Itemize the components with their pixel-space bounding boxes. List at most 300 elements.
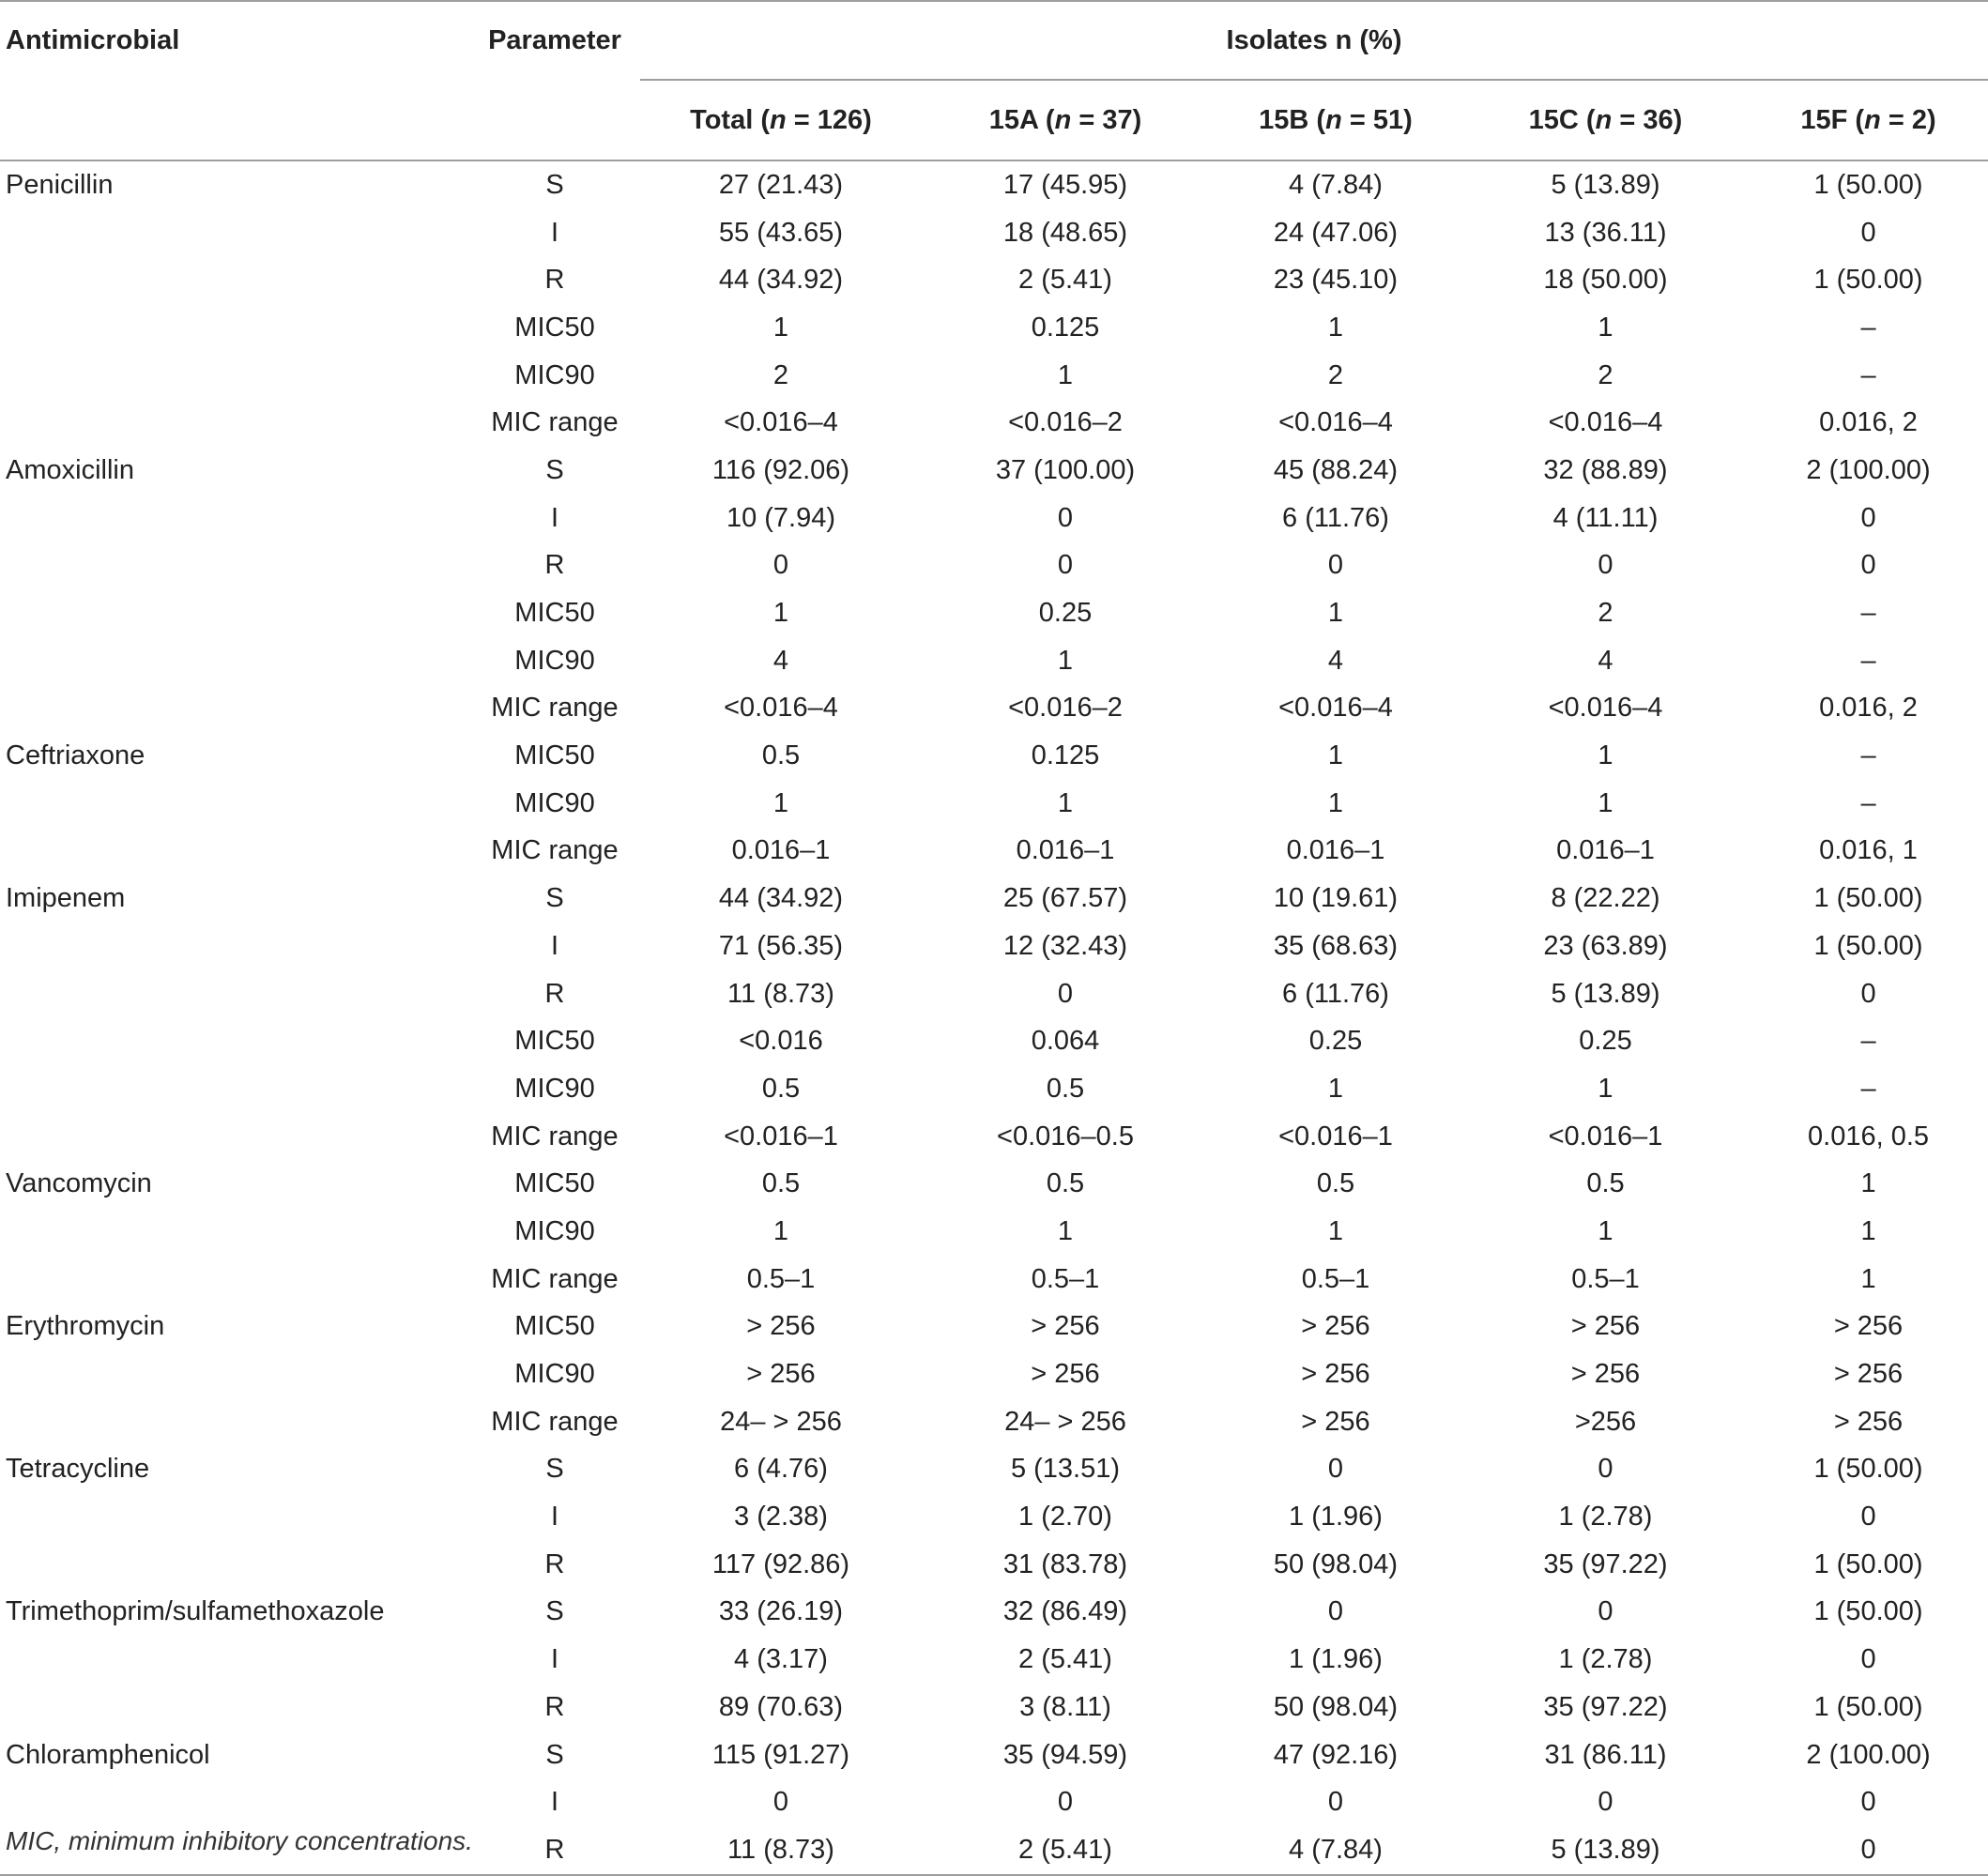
value-cell: 117 (92.86) (711, 1548, 850, 1579)
value-cell: 1 (2.78) (1558, 1644, 1653, 1675)
antimicrobial-blank (0, 399, 469, 447)
header-col-15c: 15C (n = 36) (1462, 80, 1749, 160)
parameter-cell: MIC90 (514, 645, 595, 676)
parameter-cell: S (545, 883, 564, 914)
value-cell: 6 (11.76) (1282, 502, 1389, 533)
value-cell: 2 (100.00) (1806, 1739, 1931, 1770)
header-blank-1 (0, 80, 469, 160)
value-cell: 23 (63.89) (1543, 930, 1668, 961)
value-cell: 0.016–1 (1016, 835, 1115, 866)
parameter-cell: S (545, 169, 564, 200)
value-cell: 47 (92.16) (1273, 1739, 1399, 1770)
header-col-15a: 15A (n = 37) (922, 80, 1209, 160)
value-cell: <0.016–1 (1278, 1121, 1393, 1152)
parameter-cell: I (550, 1787, 559, 1818)
value-cell: 0.5–1 (746, 1263, 816, 1294)
parameter-cell: R (544, 1691, 565, 1722)
value-cell: > 256 (1833, 1359, 1904, 1390)
value-cell: 2 (5.41) (1018, 1644, 1112, 1675)
value-cell: 0.016, 2 (1819, 407, 1918, 438)
value-cell: 0 (1860, 978, 1876, 1009)
parameter-cell: S (545, 1454, 564, 1485)
value-cell: 0 (772, 550, 789, 581)
value-cell: 1 (1327, 1073, 1344, 1104)
value-cell: – (1860, 359, 1876, 390)
antimicrobial-blank (0, 304, 469, 352)
antimicrobial-blank (0, 209, 469, 257)
value-cell: 0 (1598, 1454, 1613, 1485)
antimicrobial-blank (0, 970, 469, 1018)
table-row (0, 732, 1988, 780)
value-cell: 0 (1598, 1596, 1613, 1627)
table-row (0, 1304, 1988, 1351)
value-cell: 5 (13.51) (1010, 1454, 1121, 1485)
value-cell: 1 (50.00) (1813, 1596, 1923, 1627)
value-cell: 0 (1327, 1596, 1344, 1627)
value-cell: 0 (1057, 502, 1074, 533)
antimicrobial-name: Trimethoprim/sulfamethoxazole (6, 1596, 385, 1627)
table-row (0, 1636, 1988, 1684)
value-cell: 4 (7.84) (1289, 169, 1383, 200)
value-cell: 1 (1598, 740, 1613, 771)
value-cell: 1 (1598, 1073, 1613, 1104)
value-cell: <0.016 (739, 1026, 823, 1057)
value-cell: 10 (7.94) (726, 502, 836, 533)
antimicrobial-blank (0, 352, 469, 400)
table-row (0, 685, 1988, 733)
value-cell: 4 (11.11) (1552, 502, 1659, 533)
value-cell: 50 (98.04) (1273, 1548, 1399, 1579)
header-col-n: 2 (1911, 104, 1927, 135)
value-cell: 116 (92.06) (711, 454, 850, 485)
value-cell: – (1860, 598, 1876, 629)
value-cell: <0.016–0.5 (997, 1121, 1134, 1152)
value-cell: 5 (13.89) (1551, 978, 1660, 1009)
value-cell: 1 (1598, 1215, 1613, 1246)
value-cell: 1 (2.70) (1018, 1502, 1112, 1533)
antimicrobial-name: Imipenem (6, 883, 126, 914)
value-cell: 0.064 (1031, 1026, 1100, 1057)
parameter-cell: R (544, 550, 565, 581)
value-cell: 18 (50.00) (1543, 265, 1668, 296)
value-cell: 0.125 (1031, 312, 1100, 343)
table-row (0, 875, 1988, 923)
value-cell: 1 (1598, 787, 1613, 818)
value-cell: 1 (1057, 787, 1074, 818)
value-cell: 11 (8.73) (640, 1826, 922, 1875)
value-cell: 0.5 (1586, 1168, 1625, 1199)
value-cell: 0 (1860, 550, 1876, 581)
antimicrobial-blank (0, 923, 469, 970)
value-cell: 0.5 (761, 1168, 801, 1199)
value-cell: 2 (5.41) (1018, 265, 1112, 296)
value-cell: <0.016–4 (724, 407, 838, 438)
table-row (0, 1113, 1988, 1161)
value-cell: 1 (1327, 1215, 1344, 1246)
value-cell: 0.016–1 (1556, 835, 1655, 866)
value-cell: 24 (47.06) (1273, 217, 1399, 248)
antimicrobial-blank (0, 1065, 469, 1113)
value-cell: 2 (5.41) (922, 1826, 1209, 1875)
table-header (0, 1, 1988, 160)
value-cell: 0.016, 1 (1819, 835, 1918, 866)
value-cell: 1 (1057, 359, 1074, 390)
header-col-n: 37 (1102, 104, 1133, 135)
table-row (0, 1350, 1988, 1398)
table-row (0, 637, 1988, 685)
parameter-cell: R (544, 978, 565, 1009)
value-cell: 1 (1057, 645, 1074, 676)
value-cell: 0 (1057, 1787, 1074, 1818)
value-cell: <0.016–4 (724, 693, 838, 724)
table-row (0, 1256, 1988, 1304)
value-cell: 1 (1860, 1215, 1876, 1246)
antimicrobial-blank (0, 1541, 469, 1589)
value-cell: 0.016–1 (1286, 835, 1385, 866)
value-cell: <0.016–1 (724, 1121, 838, 1152)
value-cell: 24– > 256 (720, 1406, 842, 1437)
value-cell: 89 (70.63) (718, 1691, 844, 1722)
antimicrobial-blank (0, 637, 469, 685)
value-cell: 0 (1598, 550, 1613, 581)
table-row (0, 1017, 1988, 1065)
header-col-total: Total (n = 126) (640, 80, 922, 160)
value-cell: 35 (97.22) (1543, 1691, 1668, 1722)
header-antimicrobial: Antimicrobial (0, 1, 469, 80)
value-cell: 1 (1327, 740, 1344, 771)
parameter-cell: MIC50 (514, 1026, 595, 1057)
value-cell: 6 (11.76) (1282, 978, 1389, 1009)
value-cell: 2 (100.00) (1806, 454, 1931, 485)
value-cell: 0.25 (1579, 1026, 1632, 1057)
value-cell: 50 (98.04) (1273, 1691, 1399, 1722)
value-cell: 17 (45.95) (1002, 169, 1128, 200)
value-cell: 4 (772, 645, 789, 676)
parameter-cell: S (545, 1596, 564, 1627)
parameter-cell: I (550, 1502, 559, 1533)
value-cell: 115 (91.27) (711, 1739, 850, 1770)
value-cell: 0.5–1 (1031, 1263, 1100, 1294)
value-cell: 3 (2.38) (734, 1502, 828, 1533)
value-cell: 0.5 (761, 1073, 801, 1104)
value-cell: 44 (34.92) (718, 265, 844, 296)
parameter-cell: R (544, 265, 565, 296)
value-cell: >256 (1574, 1406, 1637, 1437)
header-col-n: 36 (1643, 104, 1674, 135)
value-cell: 0.25 (1308, 1026, 1363, 1057)
header-blank-2 (469, 80, 640, 160)
value-cell: 1 (50.00) (1813, 1454, 1923, 1485)
value-cell: 0.5 (1046, 1168, 1085, 1199)
table-footnote: MIC, minimum inhibitory concentrations. (6, 1826, 473, 1855)
value-cell: 37 (100.00) (995, 454, 1136, 485)
value-cell: > 256 (1570, 1359, 1641, 1390)
table-row (0, 1541, 1988, 1589)
value-cell: 1 (50.00) (1813, 265, 1923, 296)
value-cell: 44 (34.92) (718, 883, 844, 914)
value-cell: 1 (1057, 1215, 1074, 1246)
value-cell: 1 (1327, 598, 1344, 629)
value-cell: 4 (7.84) (1209, 1826, 1462, 1875)
value-cell: 0 (1057, 550, 1074, 581)
header-col-n: 51 (1372, 104, 1404, 135)
table-row (0, 1398, 1988, 1446)
table-body (0, 160, 1988, 1875)
value-cell: 1 (1860, 1263, 1876, 1294)
parameter-cell: MIC50 (514, 598, 595, 629)
value-cell: > 256 (1031, 1311, 1100, 1342)
value-cell: <0.016–2 (1008, 407, 1123, 438)
header-col-label: 15C (1528, 104, 1579, 135)
antimicrobial-blank (0, 256, 469, 304)
value-cell: > 256 (1301, 1311, 1370, 1342)
table-row (0, 1208, 1988, 1256)
table-row (0, 256, 1988, 304)
parameter-cell: I (550, 930, 559, 961)
value-cell: 1 (1327, 787, 1344, 818)
value-cell: 0 (1860, 1644, 1876, 1675)
antimicrobial-blank (0, 1636, 469, 1684)
value-cell: 71 (56.35) (718, 930, 844, 961)
antimicrobial-blank (0, 495, 469, 542)
parameter-cell: MIC50 (514, 740, 595, 771)
value-cell: – (1860, 1073, 1876, 1104)
parameter-cell: R (544, 1548, 565, 1579)
value-cell: 0.5–1 (1301, 1263, 1370, 1294)
table-row (0, 399, 1988, 447)
header-col-n: 126 (817, 104, 864, 135)
table-row (0, 780, 1988, 828)
value-cell: 12 (32.43) (1002, 930, 1128, 961)
value-cell: 4 (1327, 645, 1344, 676)
value-cell: 1 (50.00) (1813, 883, 1923, 914)
value-cell: 1 (50.00) (1813, 169, 1923, 200)
value-cell: > 256 (746, 1359, 816, 1390)
value-cell: 0 (1749, 1826, 1988, 1875)
table-row (0, 1065, 1988, 1113)
value-cell: 4 (3.17) (734, 1644, 828, 1675)
parameter-cell: MIC range (491, 835, 619, 866)
value-cell: 1 (1860, 1168, 1876, 1199)
parameter-cell: MIC90 (514, 1073, 595, 1104)
value-cell: 33 (26.19) (718, 1596, 844, 1627)
parameter-cell: MIC range (491, 407, 619, 438)
value-cell: 8 (22.22) (1551, 883, 1660, 914)
value-cell: <0.016–1 (1548, 1121, 1663, 1152)
antimicrobial-blank (0, 1398, 469, 1446)
value-cell: 31 (83.78) (1002, 1548, 1128, 1579)
header-col-label: 15B (1259, 104, 1309, 135)
parameter-cell: MIC90 (514, 787, 595, 818)
value-cell: 1 (772, 312, 789, 343)
antimicrobial-name: Tetracycline (6, 1454, 150, 1485)
header-parameter: Parameter (469, 1, 640, 80)
value-cell: 5 (13.89) (1462, 1826, 1749, 1875)
value-cell: 4 (1598, 645, 1613, 676)
value-cell: 1 (50.00) (1813, 1548, 1923, 1579)
parameter-cell: I (550, 1644, 559, 1675)
antimicrobial-blank (0, 1256, 469, 1304)
table-row (0, 352, 1988, 400)
value-cell: 1 (1.96) (1289, 1502, 1383, 1533)
antimicrobial-blank (0, 542, 469, 590)
value-cell: – (1860, 1026, 1876, 1057)
value-cell: 0.125 (1031, 740, 1100, 771)
value-cell: 55 (43.65) (718, 217, 844, 248)
table-row (0, 495, 1988, 542)
table-row (0, 447, 1988, 495)
table-row (0, 542, 1988, 590)
antimicrobial-name: Amoxicillin (6, 454, 134, 485)
parameter-cell: MIC50 (514, 1168, 595, 1199)
value-cell: 0 (1327, 1454, 1344, 1485)
value-cell: – (1860, 740, 1876, 771)
table-row (0, 1160, 1988, 1208)
value-cell: 25 (67.57) (1002, 883, 1128, 914)
table-row (0, 923, 1988, 970)
header-isolates-group: Isolates n (%) (640, 1, 1988, 80)
antimicrobial-blank (0, 1493, 469, 1541)
table-row (0, 160, 1988, 209)
table-row (0, 1684, 1988, 1731)
value-cell: 0.5 (761, 740, 801, 771)
value-cell: 0 (1057, 978, 1074, 1009)
parameter-cell: MIC range (491, 1121, 619, 1152)
table-row (0, 209, 1988, 257)
antimicrobial-blank (0, 685, 469, 733)
value-cell: 31 (86.11) (1544, 1739, 1667, 1770)
parameter-cell: S (545, 454, 564, 485)
value-cell: 11 (8.73) (727, 978, 834, 1009)
value-cell: 1 (772, 598, 789, 629)
value-cell: – (1860, 787, 1876, 818)
value-cell: 1 (1.96) (1289, 1644, 1383, 1675)
value-cell: > 256 (1570, 1311, 1641, 1342)
value-cell: 2 (772, 359, 789, 390)
antimicrobial-name: Vancomycin (6, 1168, 152, 1199)
parameter-cell: MIC range (491, 1263, 619, 1294)
value-cell: 24– > 256 (1004, 1406, 1126, 1437)
value-cell: 0.5 (1316, 1168, 1355, 1199)
table-row (0, 828, 1988, 876)
value-cell: 0.25 (1038, 598, 1093, 629)
parameter-cell: I (550, 217, 559, 248)
antimicrobial-blank (0, 1684, 469, 1731)
value-cell: > 256 (746, 1311, 816, 1342)
value-cell: 0.016–1 (731, 835, 831, 866)
value-cell: 0 (1860, 502, 1876, 533)
parameter-cell: MIC50 (514, 312, 595, 343)
value-cell: 5 (13.89) (1551, 169, 1660, 200)
antimicrobial-blank (0, 1113, 469, 1161)
header-col-15b: 15B (n = 51) (1209, 80, 1462, 160)
parameter-cell: MIC90 (514, 1215, 595, 1246)
antimicrobial-blank (0, 1017, 469, 1065)
table-row (0, 1446, 1988, 1494)
value-cell: 23 (45.10) (1273, 265, 1399, 296)
value-cell: 3 (8.11) (1019, 1691, 1111, 1722)
value-cell: 45 (88.24) (1273, 454, 1399, 485)
antimicrobial-blank (0, 828, 469, 876)
table-row (0, 1731, 1988, 1779)
header-col-label: 15F (1800, 104, 1848, 135)
value-cell: 2 (1598, 598, 1613, 629)
value-cell: 2 (1327, 359, 1344, 390)
value-cell: 6 (4.76) (734, 1454, 828, 1485)
antimicrobial-name: Penicillin (6, 169, 114, 200)
value-cell: 0.5 (1046, 1073, 1085, 1104)
value-cell: 0 (1860, 217, 1876, 248)
table-row (0, 304, 1988, 352)
table-row (0, 970, 1988, 1018)
antimicrobial-blank (0, 1778, 469, 1826)
header-col-15f: 15F (n = 2) (1749, 80, 1988, 160)
table-row (0, 589, 1988, 637)
parameter-cell: R (469, 1826, 640, 1875)
parameter-cell: I (550, 502, 559, 533)
value-cell: 10 (19.61) (1273, 883, 1399, 914)
value-cell: – (1860, 312, 1876, 343)
value-cell: <0.016–2 (1008, 693, 1123, 724)
value-cell: 1 (772, 1215, 789, 1246)
value-cell: <0.016–4 (1278, 693, 1393, 724)
antimicrobial-name: Chloramphenicol (6, 1739, 210, 1770)
table-row (0, 1589, 1988, 1637)
value-cell: 35 (97.22) (1543, 1548, 1668, 1579)
value-cell: 0 (1598, 1787, 1613, 1818)
value-cell: > 256 (1301, 1406, 1370, 1437)
value-cell: > 256 (1833, 1406, 1904, 1437)
value-cell: > 256 (1301, 1359, 1370, 1390)
value-cell: <0.016–4 (1278, 407, 1393, 438)
value-cell: 0.016, 0.5 (1808, 1121, 1930, 1152)
value-cell: 27 (21.43) (718, 169, 844, 200)
table-row (0, 1493, 1988, 1541)
value-cell: 35 (68.63) (1273, 930, 1399, 961)
value-cell: – (1860, 645, 1876, 676)
table-row (0, 1778, 1988, 1826)
value-cell: 13 (36.11) (1544, 217, 1667, 248)
value-cell: 0.5–1 (1571, 1263, 1640, 1294)
parameter-cell: MIC range (491, 693, 619, 724)
antimicrobial-name: Erythromycin (6, 1311, 165, 1342)
antimicrobial-name: Ceftriaxone (6, 740, 145, 771)
value-cell: 0 (1327, 550, 1344, 581)
parameter-cell: MIC50 (514, 1311, 595, 1342)
value-cell: 1 (50.00) (1813, 930, 1923, 961)
value-cell: 2 (1598, 359, 1613, 390)
value-cell: 32 (86.49) (1002, 1596, 1128, 1627)
value-cell: 1 (2.78) (1558, 1502, 1653, 1533)
value-cell: > 256 (1833, 1311, 1904, 1342)
parameter-cell: MIC range (491, 1406, 619, 1437)
antimicrobial-blank (0, 1350, 469, 1398)
header-col-label: Total (690, 104, 754, 135)
antimicrobial-blank (0, 1208, 469, 1256)
value-cell: 0 (1327, 1787, 1344, 1818)
value-cell: 35 (94.59) (1002, 1739, 1128, 1770)
value-cell: <0.016–4 (1548, 693, 1663, 724)
value-cell: 0 (1860, 1502, 1876, 1533)
value-cell: 1 (1598, 312, 1613, 343)
antimicrobial-blank (0, 780, 469, 828)
value-cell: 0 (772, 1787, 789, 1818)
value-cell: > 256 (1031, 1359, 1100, 1390)
value-cell: <0.016–4 (1548, 407, 1663, 438)
value-cell: 32 (88.89) (1543, 454, 1668, 485)
value-cell: 0 (1860, 1787, 1876, 1818)
value-cell: 1 (1327, 312, 1344, 343)
